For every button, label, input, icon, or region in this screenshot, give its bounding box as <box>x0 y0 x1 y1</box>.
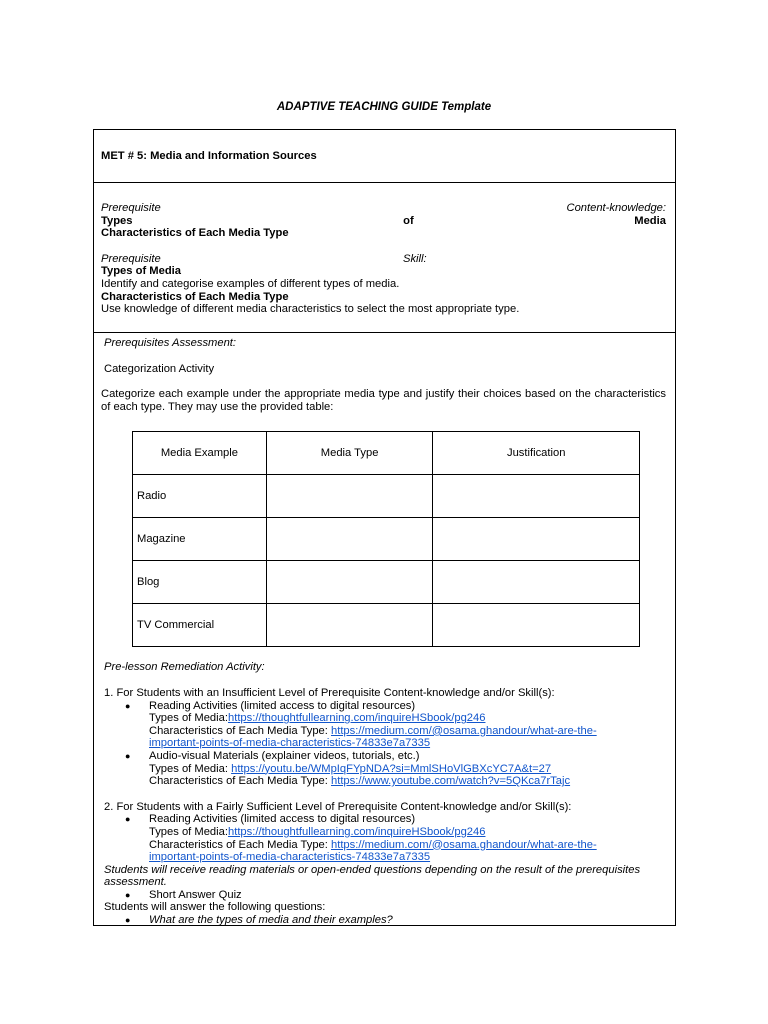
media-example-cell: Radio <box>133 475 267 518</box>
g1-char-line <box>101 725 666 738</box>
list-item <box>101 914 666 926</box>
of-word: of <box>403 214 414 227</box>
header-media-type: Media Type <box>266 432 433 475</box>
table-header-row <box>133 432 640 475</box>
skill-label: Skill: <box>403 252 427 265</box>
char-label: Characteristics of Each Media Type: <box>149 775 331 788</box>
youtube-types-link[interactable]: https://youtu.be/WMpIqFYpNDA?si=MmlSHoVlGBXcYC7A&t=27 <box>231 762 552 775</box>
assessment-label: Prerequisites Assessment: <box>104 337 237 349</box>
media-example-cell: Blog <box>133 561 267 604</box>
reading-activities: Reading Activities (limited access to digital resources) <box>149 813 416 826</box>
prereq-content-characteristics: Characteristics of Each Media Type <box>101 227 289 240</box>
media-type-cell[interactable] <box>266 604 433 647</box>
bullet-icon: ● <box>125 814 131 825</box>
document-title: ADAPTIVE TEACHING GUIDE Template <box>276 101 492 113</box>
types-label: Types of Media: <box>149 712 228 725</box>
g2-char-line <box>101 839 666 852</box>
types-of-media-link[interactable]: https://thoughtfullearning.com/inquireHSbook/pg246 <box>227 825 486 838</box>
justification-cell[interactable] <box>433 561 640 604</box>
prereq-content-label: Prerequisite <box>101 202 161 214</box>
list-item <box>101 813 666 826</box>
media-word: Media <box>634 214 666 227</box>
content-knowledge-label: Content-knowledge: <box>566 202 666 214</box>
met-heading: MET # 5: Media and Information Sources <box>101 150 317 162</box>
group1-title: 1. For Students with an Insufficient Level of Prerequisite Content-knowledge and/or Skill(s): <box>104 686 555 699</box>
characteristics-link-cont[interactable]: important-points-of-media-characteristics-74833e7a7335 <box>149 851 431 864</box>
prereq-content-label-row <box>101 202 666 215</box>
list-item <box>101 700 666 713</box>
table-row <box>133 518 640 561</box>
media-type-cell[interactable] <box>266 561 433 604</box>
justification-cell[interactable] <box>433 518 640 561</box>
youtube-characteristics-link[interactable]: https://www.youtube.com/watch?v=5QKca7rTajc <box>330 775 571 788</box>
g1-types-line <box>101 712 666 725</box>
justification-cell[interactable] <box>433 475 640 518</box>
types-label: Types of Media: <box>149 825 228 838</box>
skill-text-characteristics: Use knowledge of different media characteristics to select the most appropriate type. <box>101 303 520 316</box>
met-section <box>94 130 675 183</box>
header-justification: Justification <box>433 432 640 475</box>
answer-intro: Students will answer the following questions: <box>104 901 326 914</box>
header-media-example: Media Example <box>133 432 267 475</box>
table-row <box>133 475 640 518</box>
table-row <box>133 604 640 647</box>
bullet-icon: ● <box>125 750 131 761</box>
list-item <box>101 889 666 902</box>
group2-title: 2. For Students with a Fairly Sufficient Level of Prerequisite Content-knowledge and/or Skill(s): <box>104 800 572 813</box>
types-word: Types <box>101 214 133 227</box>
media-type-cell[interactable] <box>266 518 433 561</box>
char-label: Characteristics of Each Media Type: <box>149 724 331 737</box>
skill-heading-types: Types of Media <box>101 265 181 278</box>
assessment-instructions: Categorize each example under the appropriate media type and justify their choices based on the characteristics of each type. They may use the provided table: <box>101 388 666 413</box>
guide-table <box>93 129 676 926</box>
skill-text-types: Identify and categorise examples of different types of media. <box>101 277 400 290</box>
bullet-icon: ● <box>125 700 131 711</box>
short-answer-quiz: Short Answer Quiz <box>149 888 242 901</box>
categorization-table <box>132 431 640 647</box>
characteristics-link[interactable]: https://medium.com/@osama.ghandour/what-are-the- <box>330 724 597 737</box>
table-row <box>133 561 640 604</box>
types-of-media-link[interactable]: https://thoughtfullearning.com/inquireHSbook/pg246 <box>227 712 486 725</box>
note-line-1: Students will receive reading materials or open-ended questions depending on the result of the prerequisites <box>104 863 641 876</box>
bullet-icon: ● <box>125 915 131 926</box>
g2-types-line <box>101 826 666 839</box>
prereq-skill-label-row <box>101 253 666 266</box>
note-line-2: assessment. <box>104 876 167 889</box>
char-label: Characteristics of Each Media Type: <box>149 838 331 851</box>
reading-activities: Reading Activities (limited access to digital resources) <box>149 699 416 712</box>
bullet-icon: ● <box>125 889 131 900</box>
activity-name: Categorization Activity <box>104 362 215 375</box>
g2-char-line-cont <box>101 851 666 864</box>
question-1: What are the types of media and their examples? <box>149 914 393 926</box>
characteristics-link-cont[interactable]: important-points-of-media-characteristics-74833e7a7335 <box>149 737 431 750</box>
justification-cell[interactable] <box>433 604 640 647</box>
media-type-cell[interactable] <box>266 475 433 518</box>
prereq-content-line <box>101 215 666 228</box>
list-item <box>101 750 666 763</box>
types-label: Types of Media: <box>149 762 232 775</box>
g1-char-line-cont <box>101 737 666 750</box>
audio-visual-materials: Audio-visual Materials (explainer videos, tutorials, etc.) <box>149 749 420 762</box>
prereq-skill-label: Prerequisite <box>101 252 161 265</box>
media-example-cell: Magazine <box>133 518 267 561</box>
assessment-section <box>94 333 675 926</box>
prerequisite-section <box>94 183 675 333</box>
media-example-cell: TV Commercial <box>133 604 267 647</box>
remediation-label: Pre-lesson Remediation Activity: <box>104 661 265 674</box>
characteristics-link[interactable]: https://medium.com/@osama.ghandour/what-are-the- <box>330 838 597 851</box>
skill-heading-characteristics: Characteristics of Each Media Type <box>101 290 289 303</box>
g1-av-char-line <box>101 775 666 788</box>
g1-av-types-line <box>101 763 666 776</box>
